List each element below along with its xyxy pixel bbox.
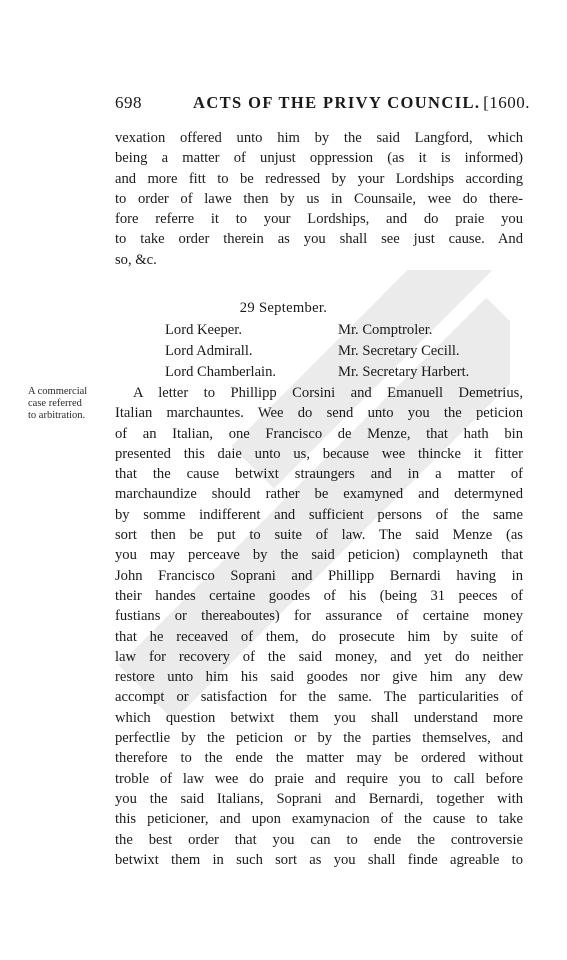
page-header — [115, 93, 530, 113]
attendee: Mr. Secretary Cecill. — [338, 343, 460, 359]
text-line: accompt or satisfaction for the same. The particularities of — [115, 689, 523, 706]
text-line: fore referre it to your Lordships, and do praie you — [115, 211, 523, 228]
paragraph-main — [115, 383, 523, 870]
text-line: therefore to the ende the matter may be ordered without — [115, 750, 523, 767]
page-number: 698 — [115, 93, 142, 112]
text-line: fustians or thereaboutes) for assurance of certaine money — [115, 608, 523, 625]
attendance-row — [165, 341, 525, 362]
attendee: Lord Chamberlain. — [165, 364, 277, 380]
attendance-row — [165, 320, 525, 341]
text-line: the best order that you can to ende the controversie — [115, 831, 523, 848]
text-line: and more fitt to be redressed by your Lordships according — [115, 170, 523, 187]
text-line: sort then be put to suite of law. The said Menze (as — [115, 527, 523, 544]
text-line: their handes certaine goodes of his (being 31 peeces of — [115, 587, 523, 604]
text-line: perfectlie by the peticion or by the parties themselves, and — [115, 730, 523, 747]
text-line: marchaundize should rather be examyned and determyned — [115, 486, 523, 503]
text-line: restore unto him his said goodes nor give him any dew — [115, 669, 523, 686]
paragraph-top — [115, 128, 523, 270]
text-line: to take order therein as you shall see just cause. And — [115, 231, 523, 248]
margin-note-line: A commercial — [28, 386, 88, 397]
date-heading: 29 September. — [239, 300, 328, 316]
text-line: troble of law wee do praie and require you to call before — [115, 770, 523, 787]
text-line: A letter to Phillipp Corsini and Emanuell Demetrius, — [133, 385, 523, 401]
text-line: betwixt them in such sort as you shall finde agreable to — [115, 851, 523, 868]
text-line: you the said Italians, Soprani and Bernardi, together with — [115, 790, 523, 807]
text-line: of an Italian, one Francisco de Menze, that hath bin — [115, 425, 523, 442]
text-line: vexation offered unto him by the said Langford, which — [115, 130, 523, 146]
text-line: you may perceave by the said peticion) complayneth that — [115, 547, 523, 564]
year-marker: [1600. — [483, 93, 530, 112]
text-line: law for recovery of the said money, and yet do neither — [115, 648, 523, 665]
attendance-list — [165, 320, 525, 383]
text-line: this peticioner, and upon examynacion of the cause to take — [115, 811, 523, 828]
text-line: that the cause betwixt straungers and in a matter of — [115, 466, 523, 483]
attendance-row — [165, 362, 525, 383]
attendee: Lord Admirall. — [165, 343, 253, 359]
text-line: by somme indifferent and sufficient persons of the same — [115, 506, 523, 523]
margin-note-line: case referred — [28, 398, 82, 409]
margin-note-line: to arbitration. — [28, 410, 86, 421]
text-line: Italian marchauntes. Wee do send unto you the peticion — [115, 405, 523, 422]
attendee: Mr. Secretary Harbert. — [338, 364, 470, 380]
margin-note — [28, 386, 113, 422]
running-title: ACTS OF THE PRIVY COUNCIL. — [193, 93, 481, 112]
text-line: which question betwixt them you shall understand more — [115, 709, 523, 726]
text-line: being a matter of unjust oppression (as it is informed) — [115, 150, 523, 167]
text-line: presented this daie unto us, because wee thincke it fitter — [115, 445, 523, 462]
attendee: Lord Keeper. — [165, 322, 242, 338]
attendee: Mr. Comptroler. — [338, 322, 433, 338]
text-line: John Francisco Soprani and Phillipp Bernardi having in — [115, 567, 523, 584]
text-line: so, &c. — [115, 251, 157, 268]
text-line: that he receaved of them, do prosecute him by suite of — [115, 628, 523, 645]
text-line: to order of lawe then by us in Counsaile, wee do there- — [115, 190, 523, 207]
